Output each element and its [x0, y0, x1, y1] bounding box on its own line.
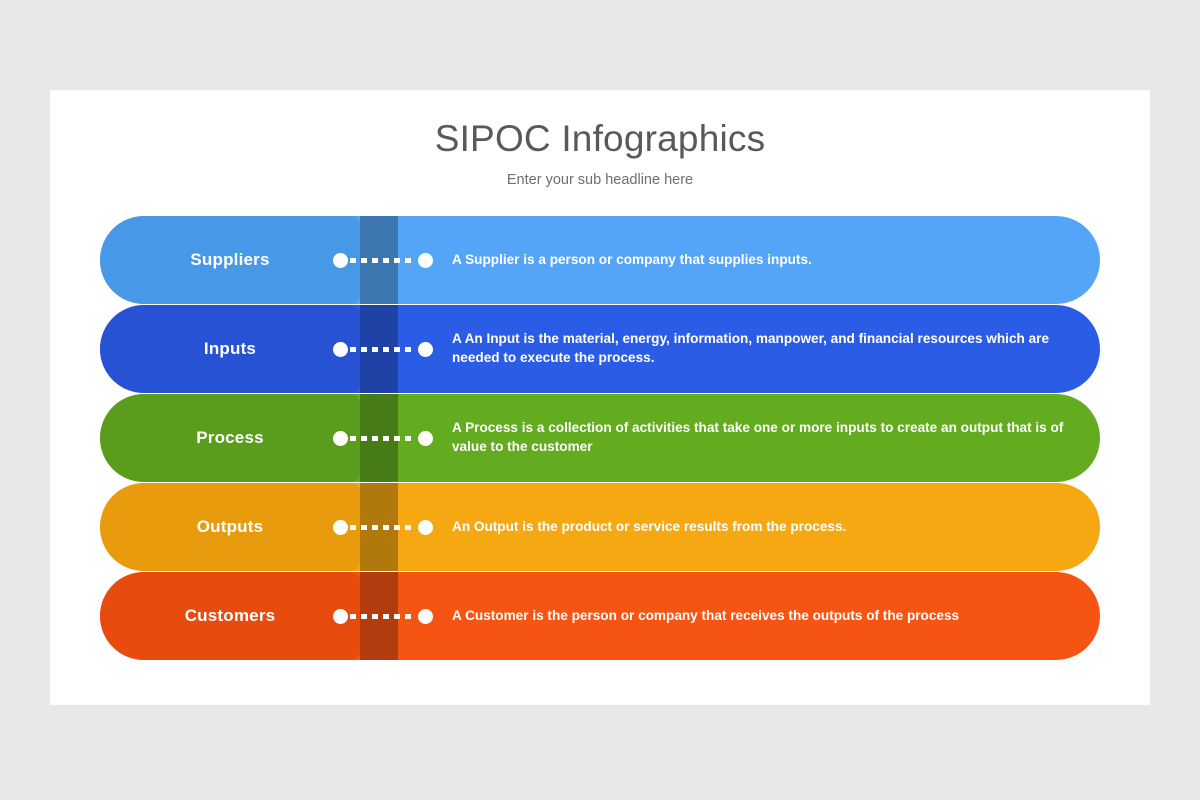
connector-dot-left — [333, 431, 348, 446]
row-connector — [333, 216, 433, 304]
connector-dashed-line — [350, 436, 416, 441]
row-description: A An Input is the material, energy, information, manpower, and financial resources which are needed to execute the process. — [452, 331, 1050, 365]
connector-dot-right — [418, 520, 433, 535]
connector-dot-right — [418, 342, 433, 357]
row-connector — [333, 394, 433, 482]
connector-dot-left — [333, 342, 348, 357]
sipoc-row-outputs[interactable] — [50, 483, 1150, 571]
connector-dot-right — [418, 431, 433, 446]
sipoc-row-inputs[interactable] — [50, 305, 1150, 393]
row-label: Customers — [184, 606, 276, 625]
row-label: Outputs — [196, 517, 264, 536]
row-connector — [333, 483, 433, 571]
sipoc-rows — [50, 216, 1150, 661]
page-subtitle: Enter your sub headline here — [506, 172, 694, 188]
row-description: A Customer is the person or company that receives the outputs of the process — [452, 607, 960, 623]
connector-dashed-line — [350, 258, 416, 263]
sipoc-row-process[interactable] — [50, 394, 1150, 482]
connector-dot-right — [418, 609, 433, 624]
slide-canvas — [50, 90, 1150, 705]
row-connector — [333, 572, 433, 660]
sipoc-row-suppliers[interactable] — [50, 216, 1150, 304]
connector-dot-left — [333, 253, 348, 268]
sipoc-row-customers[interactable] — [50, 572, 1150, 660]
connector-dot-right — [418, 253, 433, 268]
connector-dashed-line — [350, 347, 416, 352]
row-label: Suppliers — [190, 250, 270, 269]
row-description: A Supplier is a person or company that supplies inputs. — [452, 251, 812, 267]
page-title: SIPOC Infographics — [434, 118, 766, 159]
connector-dot-left — [333, 520, 348, 535]
row-description: A Process is a collection of activities that take one or more inputs to create an output that is of value to the customer — [452, 420, 1064, 454]
row-connector — [333, 305, 433, 393]
row-label: Inputs — [203, 339, 257, 358]
row-label: Process — [196, 428, 264, 447]
connector-dashed-line — [350, 614, 416, 619]
row-description: An Output is the product or service results from the process. — [452, 518, 847, 534]
connector-dot-left — [333, 609, 348, 624]
connector-dashed-line — [350, 525, 416, 530]
